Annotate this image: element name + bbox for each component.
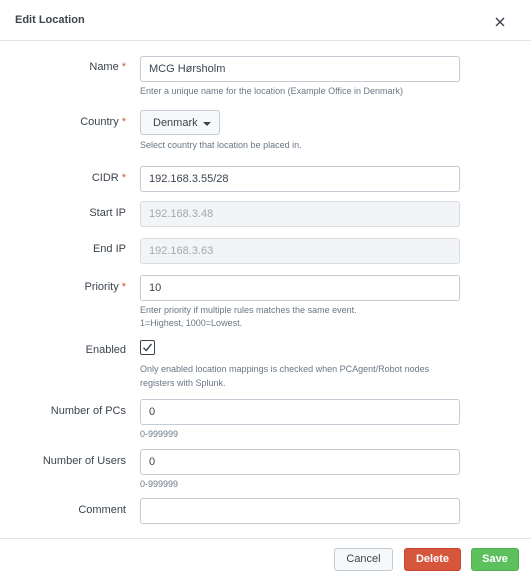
enabled-help-line1: Only enabled location mappings is checked when PCAgent/Robot nodes xyxy=(140,364,430,374)
priority-input[interactable] xyxy=(140,275,460,301)
start-ip-input xyxy=(140,201,460,227)
num-pcs-label: Number of PCs xyxy=(50,405,126,417)
enabled-label: Enabled xyxy=(85,344,126,356)
required-mark: * xyxy=(121,116,126,128)
comment-input[interactable] xyxy=(140,498,460,524)
name-input[interactable] xyxy=(140,56,460,82)
name-label: Name * xyxy=(89,61,126,73)
comment-label: Comment xyxy=(78,504,126,516)
num-pcs-input[interactable] xyxy=(140,399,460,425)
cidr-label: CIDR * xyxy=(91,172,126,184)
priority-help-line2: 1=Highest, 1000=Lowest. xyxy=(140,318,243,328)
num-users-help: 0-999999 xyxy=(140,479,179,489)
country-label: Country * xyxy=(80,116,126,128)
required-mark: * xyxy=(121,281,126,293)
close-icon[interactable] xyxy=(493,15,507,29)
enabled-checkbox[interactable] xyxy=(140,340,155,355)
num-users-label: Number of Users xyxy=(42,455,126,467)
delete-button[interactable]: Delete xyxy=(404,548,461,571)
end-ip-label: End IP xyxy=(92,243,126,255)
priority-help-line1: Enter priority if multiple rules matches the same event. xyxy=(140,305,357,315)
enabled-help-line2: registers with Splunk. xyxy=(140,378,226,388)
country-selected: Denmark xyxy=(153,117,198,129)
num-pcs-help: 0-999999 xyxy=(140,429,179,439)
country-help: Select country that location be placed in. xyxy=(140,140,302,150)
required-mark: * xyxy=(121,61,126,73)
num-users-input[interactable] xyxy=(140,449,460,475)
country-dropdown[interactable] xyxy=(140,110,220,135)
start-ip-label: Start IP xyxy=(89,207,126,219)
dialog-header xyxy=(0,0,531,41)
end-ip-input xyxy=(140,238,460,264)
cancel-button[interactable]: Cancel xyxy=(334,548,393,571)
dialog-title: Edit Location xyxy=(15,14,85,26)
required-mark: * xyxy=(121,172,126,184)
name-help: Enter a unique name for the location (Example Office in Denmark) xyxy=(140,86,403,96)
caret-down-icon xyxy=(203,122,211,126)
save-button[interactable]: Save xyxy=(471,548,519,571)
cidr-input[interactable] xyxy=(140,166,460,192)
checkmark-icon xyxy=(142,342,153,353)
priority-label: Priority * xyxy=(84,281,126,293)
